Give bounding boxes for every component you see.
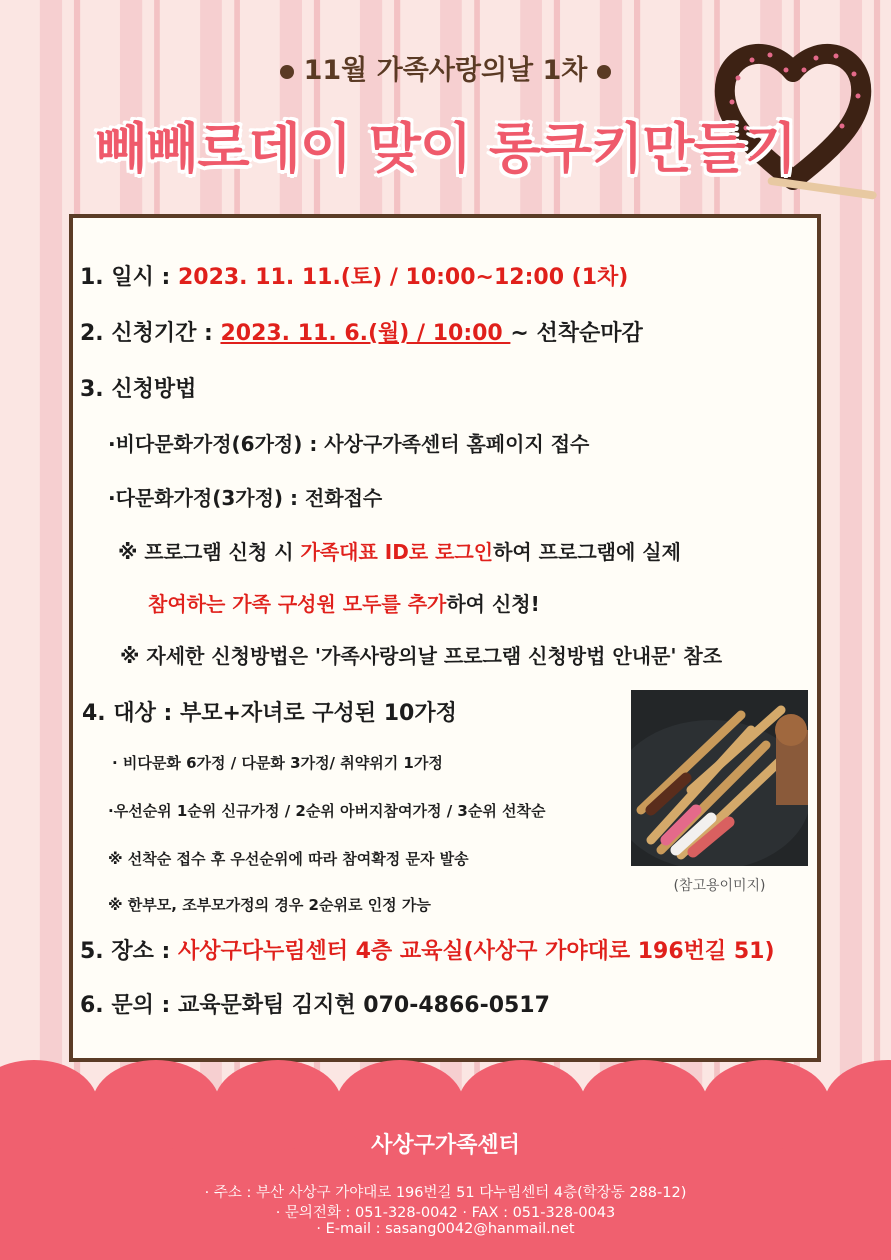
login-notice-line1: [118, 536, 681, 565]
footer-address: · 주소 : 부산 사상구 가야대로 196번길 51 다누림센터 4층(학장동 288-12): [204, 1185, 687, 1201]
login-notice-text-a: ※ 프로그램 신청 시: [118, 540, 301, 564]
photo-caption: (참고용이미지): [673, 878, 766, 894]
subtitle-text: 11월 가족사랑의날 1차: [303, 55, 588, 86]
bullet-dot-icon: [280, 65, 294, 79]
target-note-2: ※ 한부모, 조부모가정의 경우 2순위로 인정 가능: [108, 896, 431, 914]
footer-email: · E-mail : sasang0042@hanmail.net: [316, 1221, 575, 1237]
target-heading: 4. 대상 : 부모+자녀로 구성된 10가정: [82, 701, 457, 726]
login-notice-text-d: 참여하는 가족 구성원 모두를 추가: [148, 592, 447, 616]
login-notice-text-c: 하여 프로그램에 실제: [493, 540, 681, 564]
header: [0, 0, 891, 215]
application-period-label: 2. 신청기간 :: [80, 321, 221, 346]
target-note-1: ※ 선착순 접수 후 우선순위에 따라 참여확정 문자 발송: [108, 850, 469, 868]
organization-name: 사상구가족센터: [371, 1133, 520, 1158]
method-multicultural: ·다문화가정(3가정) : 전화접수: [108, 486, 383, 510]
place-line: [80, 934, 775, 965]
login-notice-text-e: 하여 신청!: [446, 592, 540, 616]
contact-line: 6. 문의 : 교육문화팀 김지현 070-4866-0517: [80, 993, 550, 1018]
footer-phone-fax: · 문의전화 : 051-328-0042 · FAX : 051-328-0043: [275, 1205, 616, 1221]
event-title: 빼빼로데이 맞이 롱쿠키만들기: [95, 117, 796, 180]
place-label: 5. 장소 :: [80, 939, 178, 964]
reference-photo: [631, 690, 808, 866]
schedule-value: 2023. 11. 11.(토) / 10:00~12:00 (1차): [177, 265, 629, 290]
application-period-suffix: ~ 선착순마감: [510, 321, 643, 346]
bullet-dot-icon: [597, 65, 611, 79]
place-value: 사상구다누림센터 4층 교육실(사상구 가야대로 196번길 51): [177, 939, 775, 964]
method-nonmulticultural: ·비다문화가정(6가정) : 사상구가족센터 홈페이지 접수: [108, 432, 590, 456]
login-notice-line2: [148, 588, 540, 617]
method-heading: 3. 신청방법: [80, 377, 197, 402]
application-period-line: [80, 316, 643, 347]
cookie-sticks-image: [631, 690, 808, 866]
schedule-line: [80, 260, 628, 291]
guide-notice: ※ 자세한 신청방법은 '가족사랑의날 프로그램 신청방법 안내문' 참조: [120, 644, 723, 668]
application-period-value: 2023. 11. 6.(월) / 10:00: [220, 321, 511, 346]
schedule-label: 1. 일시 :: [80, 265, 178, 290]
login-notice-text-b: 가족대표 ID로 로그인: [300, 540, 494, 564]
target-detail-2: ·우선순위 1순위 신규가정 / 2순위 아버지참여가정 / 3순위 선착순: [108, 802, 546, 820]
target-detail-1: · 비다문화 6가정 / 다문화 3가정/ 취약위기 1가정: [112, 754, 443, 772]
